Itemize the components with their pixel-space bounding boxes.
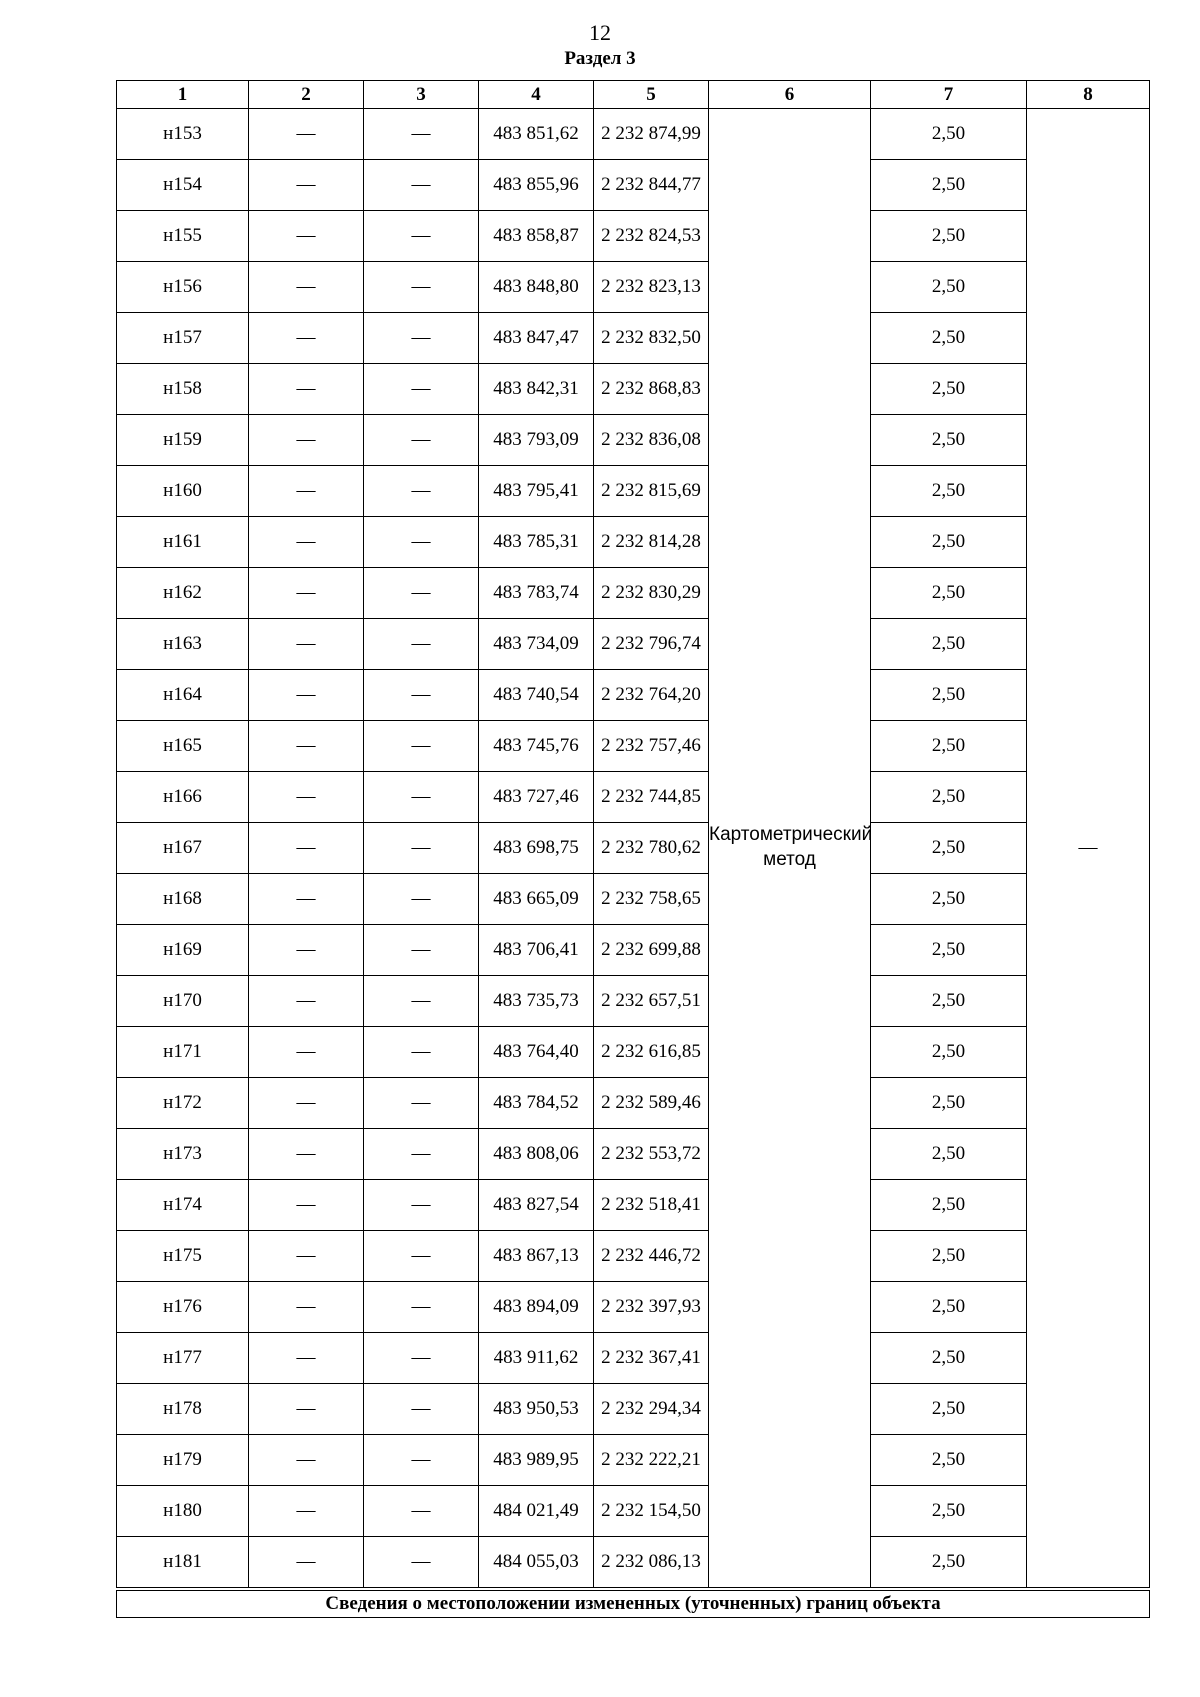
accuracy-cell: 2,50 (871, 364, 1027, 415)
point-cell: н156 (117, 262, 249, 313)
y-coordinate-cell: 2 232 780,62 (594, 823, 709, 874)
x-coordinate-cell: 483 911,62 (479, 1333, 594, 1384)
y-coordinate-cell: 2 232 830,29 (594, 568, 709, 619)
x-coordinate-cell: 483 706,41 (479, 925, 594, 976)
table-row (117, 466, 1150, 517)
dash-cell: — (249, 517, 364, 568)
accuracy-cell: 2,50 (871, 1027, 1027, 1078)
dash-cell: — (249, 721, 364, 772)
point-cell: н176 (117, 1282, 249, 1333)
accuracy-cell: 2,50 (871, 1537, 1027, 1590)
table-row (117, 415, 1150, 466)
y-coordinate-cell: 2 232 699,88 (594, 925, 709, 976)
column8-dash-cell: — (1027, 109, 1150, 1590)
dash-cell: — (364, 1435, 479, 1486)
table-row (117, 976, 1150, 1027)
accuracy-cell: 2,50 (871, 568, 1027, 619)
point-cell: н161 (117, 517, 249, 568)
y-coordinate-cell: 2 232 518,41 (594, 1180, 709, 1231)
y-coordinate-cell: 2 232 086,13 (594, 1537, 709, 1590)
x-coordinate-cell: 483 784,52 (479, 1078, 594, 1129)
dash-cell: — (364, 1282, 479, 1333)
dash-cell: — (249, 1282, 364, 1333)
dash-cell: — (249, 823, 364, 874)
dash-cell: — (364, 976, 479, 1027)
method-cell: Картометрический метод (709, 109, 871, 1590)
dash-cell: — (249, 874, 364, 925)
table-row (117, 1231, 1150, 1282)
dash-cell: — (249, 211, 364, 262)
x-coordinate-cell: 483 950,53 (479, 1384, 594, 1435)
accuracy-cell: 2,50 (871, 109, 1027, 160)
point-cell: н162 (117, 568, 249, 619)
table-row (117, 772, 1150, 823)
accuracy-cell: 2,50 (871, 823, 1027, 874)
y-coordinate-cell: 2 232 294,34 (594, 1384, 709, 1435)
point-cell: н171 (117, 1027, 249, 1078)
point-cell: н166 (117, 772, 249, 823)
dash-cell: — (364, 874, 479, 925)
table-row (117, 1435, 1150, 1486)
x-coordinate-cell: 483 783,74 (479, 568, 594, 619)
column-header: 6 (709, 81, 871, 109)
accuracy-cell: 2,50 (871, 874, 1027, 925)
dash-cell: — (249, 619, 364, 670)
dash-cell: — (249, 1027, 364, 1078)
dash-cell: — (249, 1129, 364, 1180)
section-title: Раздел 3 (564, 48, 636, 69)
table-row (117, 1384, 1150, 1435)
x-coordinate-cell: 483 698,75 (479, 823, 594, 874)
column-header: 1 (117, 81, 249, 109)
y-coordinate-cell: 2 232 758,65 (594, 874, 709, 925)
dash-cell: — (249, 415, 364, 466)
accuracy-cell: 2,50 (871, 517, 1027, 568)
dash-cell: — (249, 1333, 364, 1384)
dash-cell: — (249, 1384, 364, 1435)
table-row (117, 313, 1150, 364)
accuracy-cell: 2,50 (871, 1078, 1027, 1129)
accuracy-cell: 2,50 (871, 976, 1027, 1027)
point-cell: н165 (117, 721, 249, 772)
x-coordinate-cell: 483 735,73 (479, 976, 594, 1027)
dash-cell: — (249, 670, 364, 721)
x-coordinate-cell: 483 867,13 (479, 1231, 594, 1282)
table-row (117, 211, 1150, 262)
x-coordinate-cell: 483 894,09 (479, 1282, 594, 1333)
point-cell: н170 (117, 976, 249, 1027)
dash-cell: — (364, 1333, 479, 1384)
y-coordinate-cell: 2 232 836,08 (594, 415, 709, 466)
accuracy-cell: 2,50 (871, 619, 1027, 670)
x-coordinate-cell: 483 842,31 (479, 364, 594, 415)
table-row (117, 160, 1150, 211)
dash-cell: — (364, 160, 479, 211)
dash-cell: — (364, 772, 479, 823)
y-coordinate-cell: 2 232 446,72 (594, 1231, 709, 1282)
point-cell: н169 (117, 925, 249, 976)
point-cell: н173 (117, 1129, 249, 1180)
x-coordinate-cell: 483 665,09 (479, 874, 594, 925)
y-coordinate-cell: 2 232 744,85 (594, 772, 709, 823)
table-row (117, 1333, 1150, 1384)
coordinates-table (116, 80, 1150, 1618)
dash-cell: — (364, 211, 479, 262)
point-cell: н180 (117, 1486, 249, 1537)
dash-cell: — (249, 160, 364, 211)
x-coordinate-cell: 483 793,09 (479, 415, 594, 466)
point-cell: н172 (117, 1078, 249, 1129)
table-row (117, 619, 1150, 670)
x-coordinate-cell: 483 848,80 (479, 262, 594, 313)
accuracy-cell: 2,50 (871, 1435, 1027, 1486)
dash-cell: — (364, 823, 479, 874)
x-coordinate-cell: 484 021,49 (479, 1486, 594, 1537)
dash-cell: — (249, 262, 364, 313)
point-cell: н179 (117, 1435, 249, 1486)
y-coordinate-cell: 2 232 589,46 (594, 1078, 709, 1129)
y-coordinate-cell: 2 232 824,53 (594, 211, 709, 262)
point-cell: н155 (117, 211, 249, 262)
column-header: 7 (871, 81, 1027, 109)
column-header: 2 (249, 81, 364, 109)
dash-cell: — (249, 466, 364, 517)
table-row (117, 262, 1150, 313)
accuracy-cell: 2,50 (871, 1333, 1027, 1384)
dash-cell: — (364, 262, 479, 313)
dash-cell: — (249, 313, 364, 364)
y-coordinate-cell: 2 232 657,51 (594, 976, 709, 1027)
y-coordinate-cell: 2 232 616,85 (594, 1027, 709, 1078)
dash-cell: — (249, 772, 364, 823)
point-cell: н178 (117, 1384, 249, 1435)
y-coordinate-cell: 2 232 367,41 (594, 1333, 709, 1384)
table-row (117, 670, 1150, 721)
y-coordinate-cell: 2 232 796,74 (594, 619, 709, 670)
dash-cell: — (249, 364, 364, 415)
table-row (117, 1180, 1150, 1231)
point-cell: н164 (117, 670, 249, 721)
accuracy-cell: 2,50 (871, 721, 1027, 772)
accuracy-cell: 2,50 (871, 211, 1027, 262)
y-coordinate-cell: 2 232 814,28 (594, 517, 709, 568)
dash-cell: — (364, 1486, 479, 1537)
x-coordinate-cell: 483 858,87 (479, 211, 594, 262)
y-coordinate-cell: 2 232 222,21 (594, 1435, 709, 1486)
accuracy-cell: 2,50 (871, 160, 1027, 211)
column-header: 5 (594, 81, 709, 109)
dash-cell: — (249, 1231, 364, 1282)
y-coordinate-cell: 2 232 764,20 (594, 670, 709, 721)
point-cell: н168 (117, 874, 249, 925)
point-cell: н154 (117, 160, 249, 211)
x-coordinate-cell: 483 847,47 (479, 313, 594, 364)
y-coordinate-cell: 2 232 832,50 (594, 313, 709, 364)
accuracy-cell: 2,50 (871, 670, 1027, 721)
table-row (117, 1282, 1150, 1333)
x-coordinate-cell: 483 795,41 (479, 466, 594, 517)
table-row (117, 517, 1150, 568)
table-row (117, 823, 1150, 874)
dash-cell: — (364, 619, 479, 670)
dash-cell: — (249, 568, 364, 619)
dash-cell: — (364, 466, 479, 517)
y-coordinate-cell: 2 232 757,46 (594, 721, 709, 772)
point-cell: н175 (117, 1231, 249, 1282)
column-header: 3 (364, 81, 479, 109)
y-coordinate-cell: 2 232 874,99 (594, 109, 709, 160)
y-coordinate-cell: 2 232 154,50 (594, 1486, 709, 1537)
x-coordinate-cell: 483 734,09 (479, 619, 594, 670)
y-coordinate-cell: 2 232 553,72 (594, 1129, 709, 1180)
accuracy-cell: 2,50 (871, 466, 1027, 517)
accuracy-cell: 2,50 (871, 1282, 1027, 1333)
table-row (117, 925, 1150, 976)
accuracy-cell: 2,50 (871, 1180, 1027, 1231)
y-coordinate-cell: 2 232 397,93 (594, 1282, 709, 1333)
point-cell: н174 (117, 1180, 249, 1231)
point-cell: н181 (117, 1537, 249, 1590)
dash-cell: — (249, 109, 364, 160)
x-coordinate-cell: 483 785,31 (479, 517, 594, 568)
dash-cell: — (364, 1384, 479, 1435)
dash-cell: — (364, 1027, 479, 1078)
accuracy-cell: 2,50 (871, 415, 1027, 466)
table-row (117, 109, 1150, 160)
x-coordinate-cell: 483 855,96 (479, 160, 594, 211)
dash-cell: — (364, 1231, 479, 1282)
x-coordinate-cell: 483 740,54 (479, 670, 594, 721)
accuracy-cell: 2,50 (871, 772, 1027, 823)
table-row (117, 874, 1150, 925)
table-row (117, 1129, 1150, 1180)
table-row (117, 568, 1150, 619)
header-row (117, 81, 1150, 109)
dash-cell: — (364, 364, 479, 415)
dash-cell: — (364, 1129, 479, 1180)
accuracy-cell: 2,50 (871, 313, 1027, 364)
dash-cell: — (249, 1537, 364, 1590)
table-row (117, 1078, 1150, 1129)
dash-cell: — (364, 1180, 479, 1231)
point-cell: н167 (117, 823, 249, 874)
x-coordinate-cell: 483 764,40 (479, 1027, 594, 1078)
point-cell: н157 (117, 313, 249, 364)
x-coordinate-cell: 483 808,06 (479, 1129, 594, 1180)
column-header: 8 (1027, 81, 1150, 109)
y-coordinate-cell: 2 232 868,83 (594, 364, 709, 415)
table-row (117, 1537, 1150, 1590)
y-coordinate-cell: 2 232 844,77 (594, 160, 709, 211)
accuracy-cell: 2,50 (871, 1486, 1027, 1537)
dash-cell: — (364, 1078, 479, 1129)
point-cell: н158 (117, 364, 249, 415)
x-coordinate-cell: 483 727,46 (479, 772, 594, 823)
page-number: 12 (589, 20, 611, 45)
y-coordinate-cell: 2 232 815,69 (594, 466, 709, 517)
x-coordinate-cell: 483 851,62 (479, 109, 594, 160)
dash-cell: — (364, 721, 479, 772)
accuracy-cell: 2,50 (871, 262, 1027, 313)
dash-cell: — (249, 976, 364, 1027)
table-row (117, 1027, 1150, 1078)
table-row (117, 721, 1150, 772)
x-coordinate-cell: 483 827,54 (479, 1180, 594, 1231)
footer-caption: Сведения о местоположении измененных (уточненных) границ объекта (117, 1589, 1150, 1618)
column-header: 4 (479, 81, 594, 109)
dash-cell: — (364, 1537, 479, 1590)
x-coordinate-cell: 484 055,03 (479, 1537, 594, 1590)
point-cell: н163 (117, 619, 249, 670)
dash-cell: — (364, 670, 479, 721)
dash-cell: — (364, 568, 479, 619)
point-cell: н160 (117, 466, 249, 517)
accuracy-cell: 2,50 (871, 1384, 1027, 1435)
accuracy-cell: 2,50 (871, 1231, 1027, 1282)
x-coordinate-cell: 483 989,95 (479, 1435, 594, 1486)
point-cell: н177 (117, 1333, 249, 1384)
dash-cell: — (364, 415, 479, 466)
y-coordinate-cell: 2 232 823,13 (594, 262, 709, 313)
dash-cell: — (249, 1435, 364, 1486)
footer-row (117, 1589, 1150, 1618)
dash-cell: — (249, 1180, 364, 1231)
dash-cell: — (249, 1078, 364, 1129)
dash-cell: — (364, 517, 479, 568)
dash-cell: — (364, 925, 479, 976)
x-coordinate-cell: 483 745,76 (479, 721, 594, 772)
dash-cell: — (364, 313, 479, 364)
accuracy-cell: 2,50 (871, 1129, 1027, 1180)
table-row (117, 364, 1150, 415)
dash-cell: — (249, 1486, 364, 1537)
point-cell: н159 (117, 415, 249, 466)
accuracy-cell: 2,50 (871, 925, 1027, 976)
dash-cell: — (249, 925, 364, 976)
table-body (117, 109, 1150, 1590)
dash-cell: — (364, 109, 479, 160)
point-cell: н153 (117, 109, 249, 160)
table-row (117, 1486, 1150, 1537)
